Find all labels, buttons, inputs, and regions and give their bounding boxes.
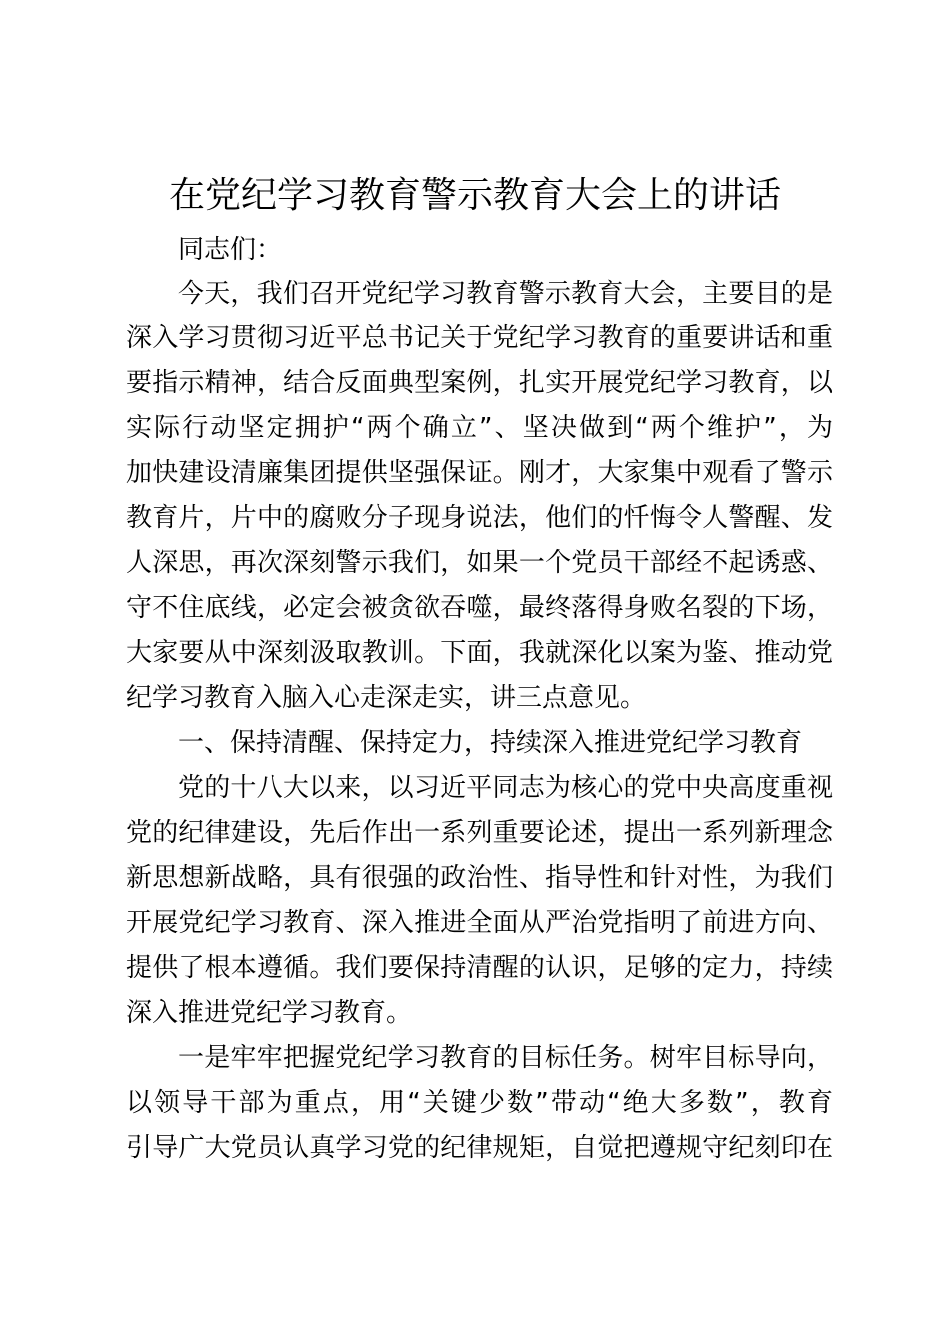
paragraph-line: 引导广大党员认真学习党的纪律规矩，自觉把遵规守纪刻印在	[126, 1133, 833, 1163]
paragraph-line: 纪学习教育入脑入心走深走实，讲三点意见。	[126, 683, 647, 713]
paragraph-line: 开展党纪学习教育、深入推进全面从严治党指明了前进方向、	[126, 908, 833, 938]
paragraph-line: 要指示精神，结合反面典型案例，扎实开展党纪学习教育，以	[126, 368, 833, 398]
paragraph-line: 人深思，再次深刻警示我们，如果一个党员干部经不起诱惑、	[126, 548, 833, 578]
paragraph-line: 党的纪律建设，先后作出一系列重要论述，提出一系列新理念	[126, 818, 833, 848]
paragraph-line: 守不住底线，必定会被贪欲吞噬，最终落得身败名裂的下场，	[126, 593, 833, 623]
paragraph-line: 加快建设清廉集团提供坚强保证。刚才，大家集中观看了警示	[126, 458, 833, 488]
salutation: 同志们：	[178, 235, 283, 265]
paragraph-line: 提供了根本遵循。我们要保持清醒的认识，足够的定力，持续	[126, 953, 833, 983]
paragraph-line: 教育片，片中的腐败分子现身说法，他们的忏悔令人警醒、发	[126, 503, 833, 533]
document-title: 在党纪学习教育警示教育大会上的讲话	[168, 175, 781, 216]
paragraph-line: 一是牢牢把握党纪学习教育的目标任务。树牢目标导向，	[178, 1043, 833, 1073]
paragraph-line: 深入推进党纪学习教育。	[126, 998, 413, 1028]
paragraph-line: 今天，我们召开党纪学习教育警示教育大会，主要目的是	[178, 279, 833, 309]
paragraph-line: 新思想新战略，具有很强的政治性、指导性和针对性，为我们	[126, 863, 833, 893]
section-heading: 一、保持清醒、保持定力，持续深入推进党纪学习教育	[178, 728, 803, 758]
paragraph-line: 以领导干部为重点，用“关键少数”带动“绝大多数”，教育	[126, 1088, 833, 1118]
paragraph-line: 实际行动坚定拥护“两个确立”、坚决做到“两个维护”，为	[126, 413, 833, 443]
paragraph-line: 深入学习贯彻习近平总书记关于党纪学习教育的重要讲话和重	[126, 323, 833, 353]
paragraph-line: 大家要从中深刻汲取教训。下面，我就深化以案为鉴、推动党	[126, 638, 833, 668]
paragraph-line: 党的十八大以来，以习近平同志为核心的党中央高度重视	[178, 773, 833, 803]
